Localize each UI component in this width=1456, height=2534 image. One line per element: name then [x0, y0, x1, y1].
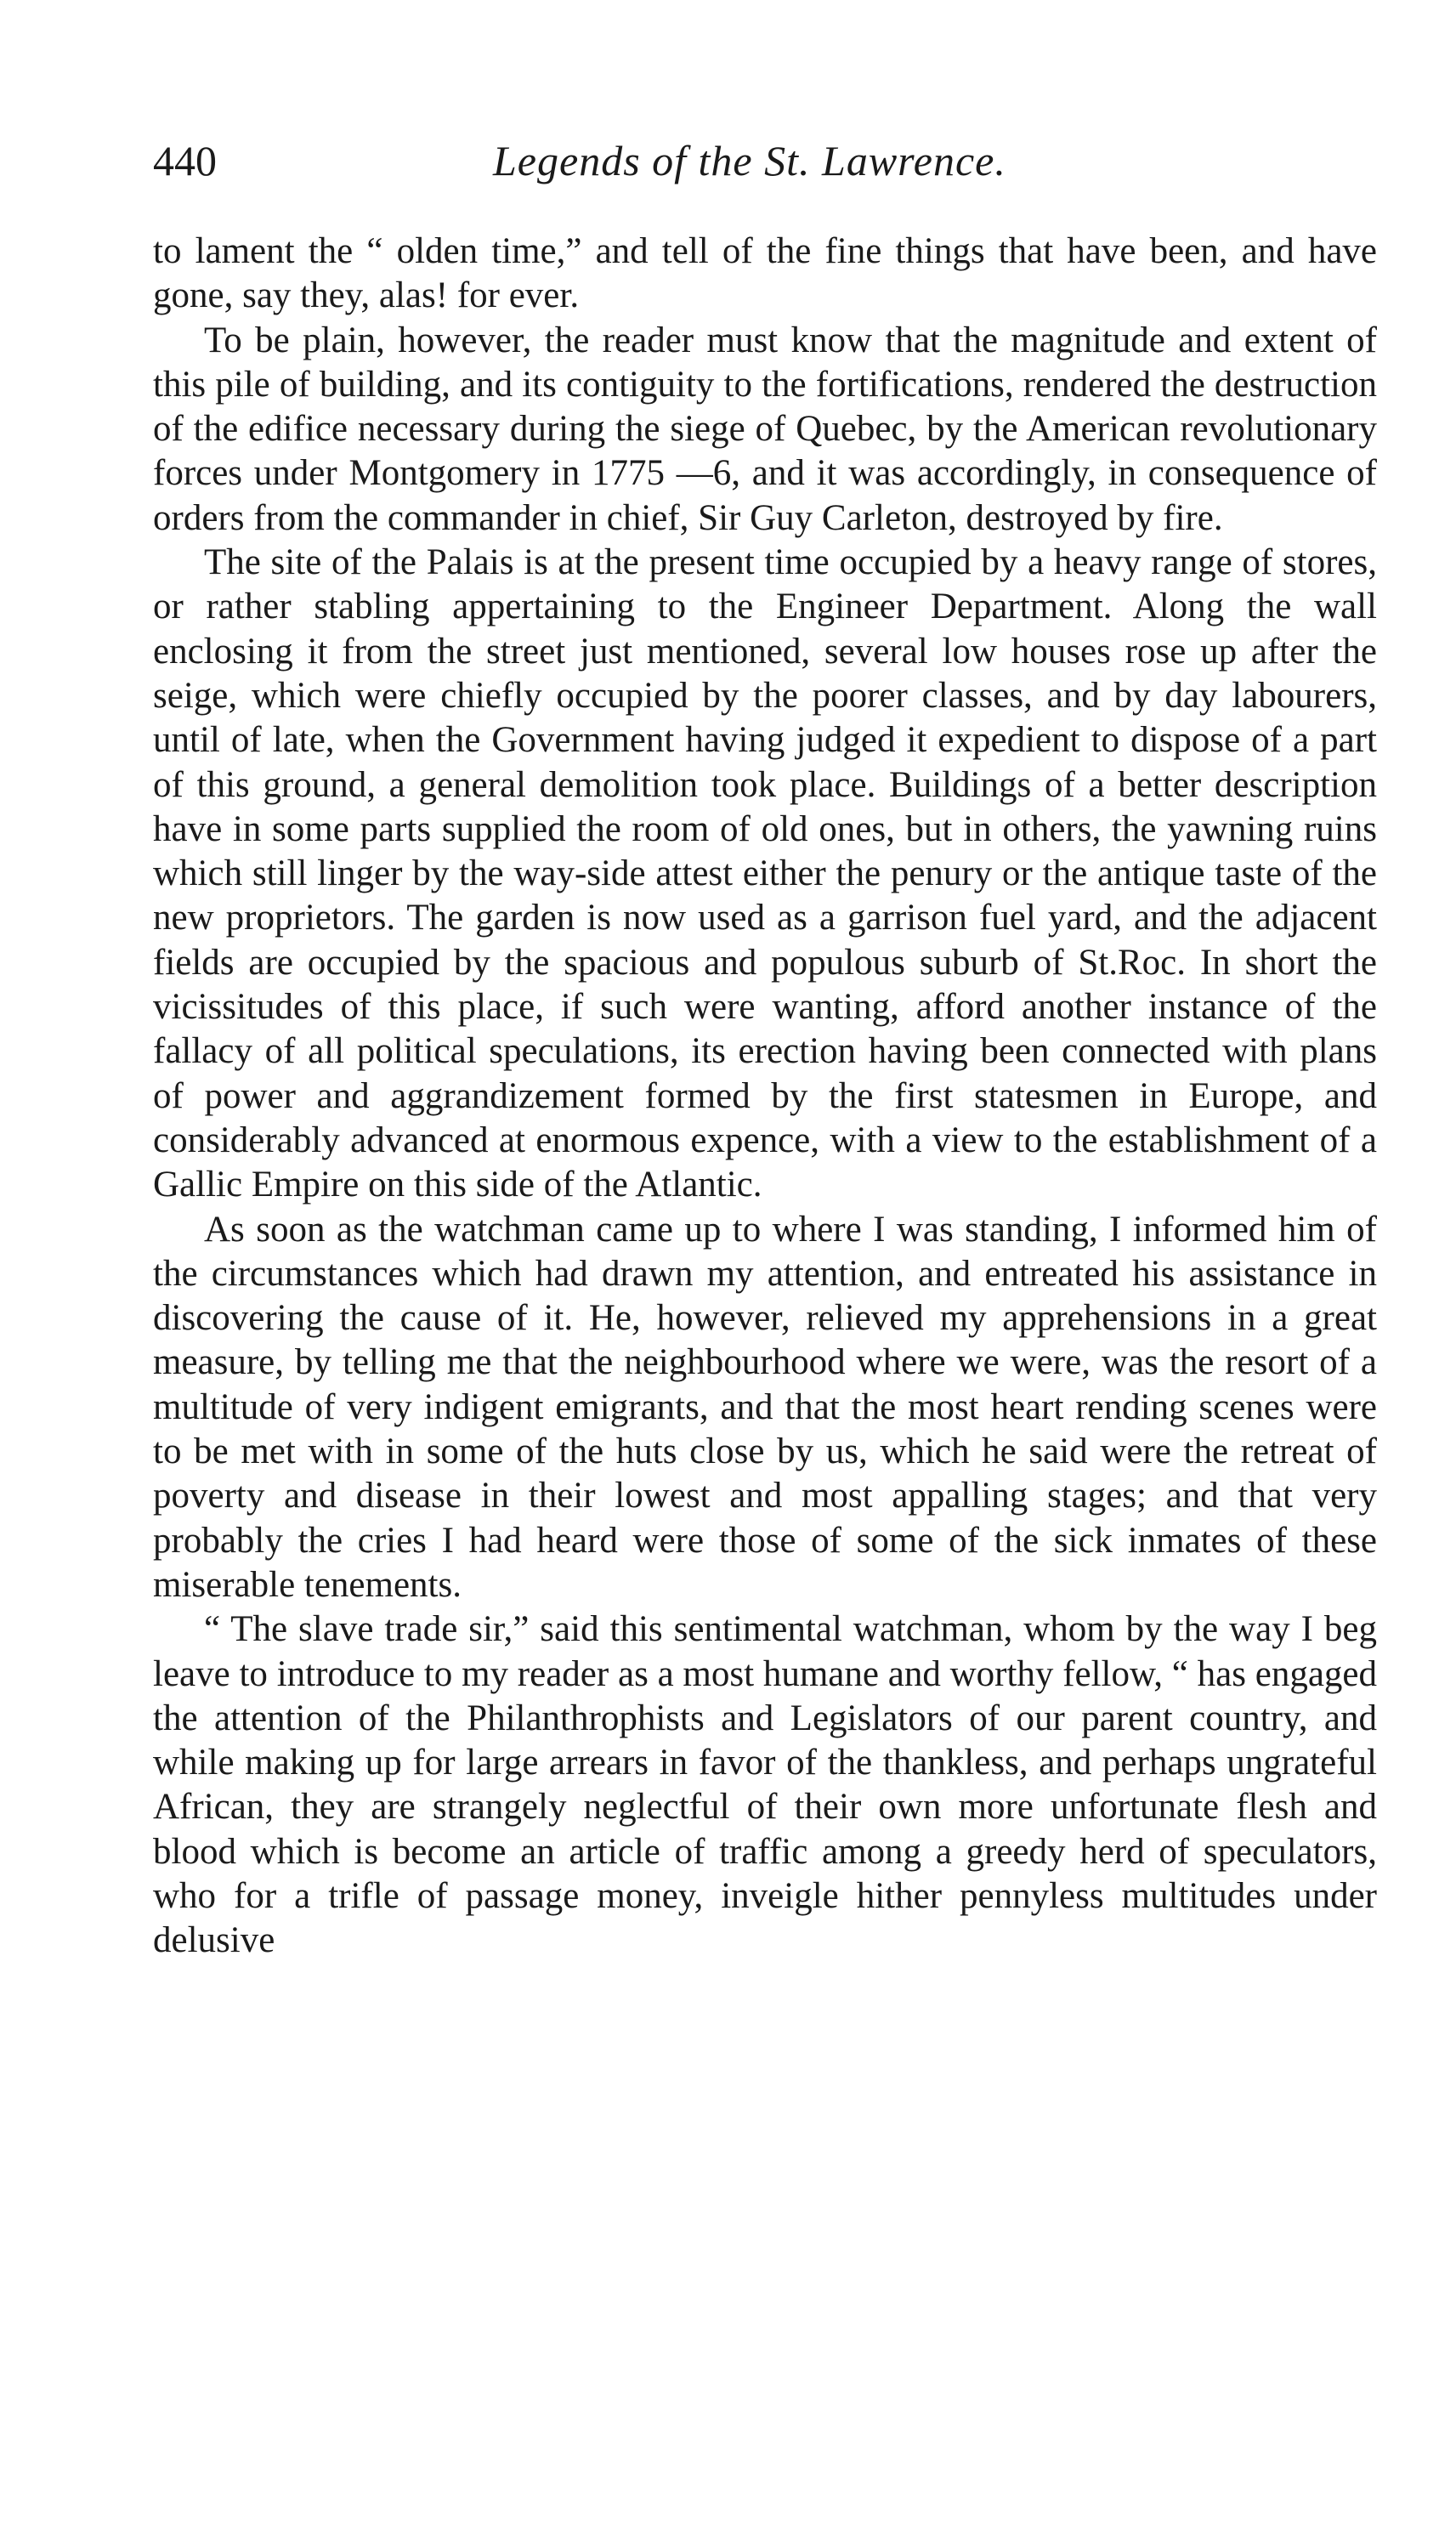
paragraph-siege: To be plain, however, the reader must know that the magnitude and extent of this pile of building, and its contiguity to the fortifications, rendered the destruction of the edifice necessary during the siege of Quebec, by the American revolutionary forces under Montgomery in 1775 —6, and it was accordingly, in consequence of orders from the commander in chief, Sir Guy Carleton, destroyed by fire. [153, 320, 1377, 538]
paragraph-slave-trade: “ The slave trade sir,” said this sentimental watchman, whom by the way I beg leave to introduce to my reader as a most humane and worthy fellow, “ has engaged the attention of the Philanthrophists and Legislators of our parent country, and while making up for large arrears in favor of the thankless, and perhaps ungrateful African, they are strangely neglectful of their own more unfortunate flesh and blood which is become an article of traffic among a greedy herd of speculators, who for a trifle of passage money, inveigle hither pennyless multitudes under delusive [153, 1609, 1377, 1961]
paragraph-watchman: As soon as the watchman came up to where I was standing, I informed him of the circumstances which had drawn my attention, and entreated his assistance in discovering the cause of it. He, however, relieved my apprehensions in a great measure, by telling me that the neighbourhood where we were, was the resort of a multitude of very indigent emigrants, and that the most heart rending scenes were to be met with in some of the huts close by us, which he said were the retreat of poverty and disease in their lowest and most appalling stages; and that very probably the cries I had heard were those of some of the sick inmates of these miserable tenements. [153, 1209, 1377, 1605]
body-text [153, 230, 1377, 1964]
paragraph-continuation: to lament the “ olden time,” and tell of the fine things that have been, and have gone, say they, alas! for ever. [153, 231, 1377, 316]
page-header [153, 136, 1394, 196]
running-title: Legends of the St. Lawrence. [493, 137, 1006, 184]
paragraph-palais-site: The site of the Palais is at the present time occupied by a heavy range of stores, or rather stabling appertaining to the Engineer Department. Along the wall enclosing it from the street just mentioned, several low houses rose up after the seige, which were chiefly occupied by the poorer classes, and by day labourers, until of late, when the Government having judged it expedient to dispose of a part of this ground, a general demolition took place. Buildings of a better description have in some parts supplied the room of old ones, but in others, the yawning ruins which still linger by the way-side attest either the penury or the antique taste of the new proprietors. The garden is now used as a garrison fuel yard, and the adjacent fields are occupied by the spacious and populous suburb of St.Roc. In short the vicissitudes of this place, if such were wanting, afford another instance of the fallacy of all political speculations, its erection having been connected with plans of power and aggrandizement formed by the first statesmen in Europe, and considerably advanced at enormous expence, with a view to the establishment of a Gallic Empire on this side of the Atlantic. [153, 542, 1377, 1205]
page-number: 440 [153, 137, 217, 184]
